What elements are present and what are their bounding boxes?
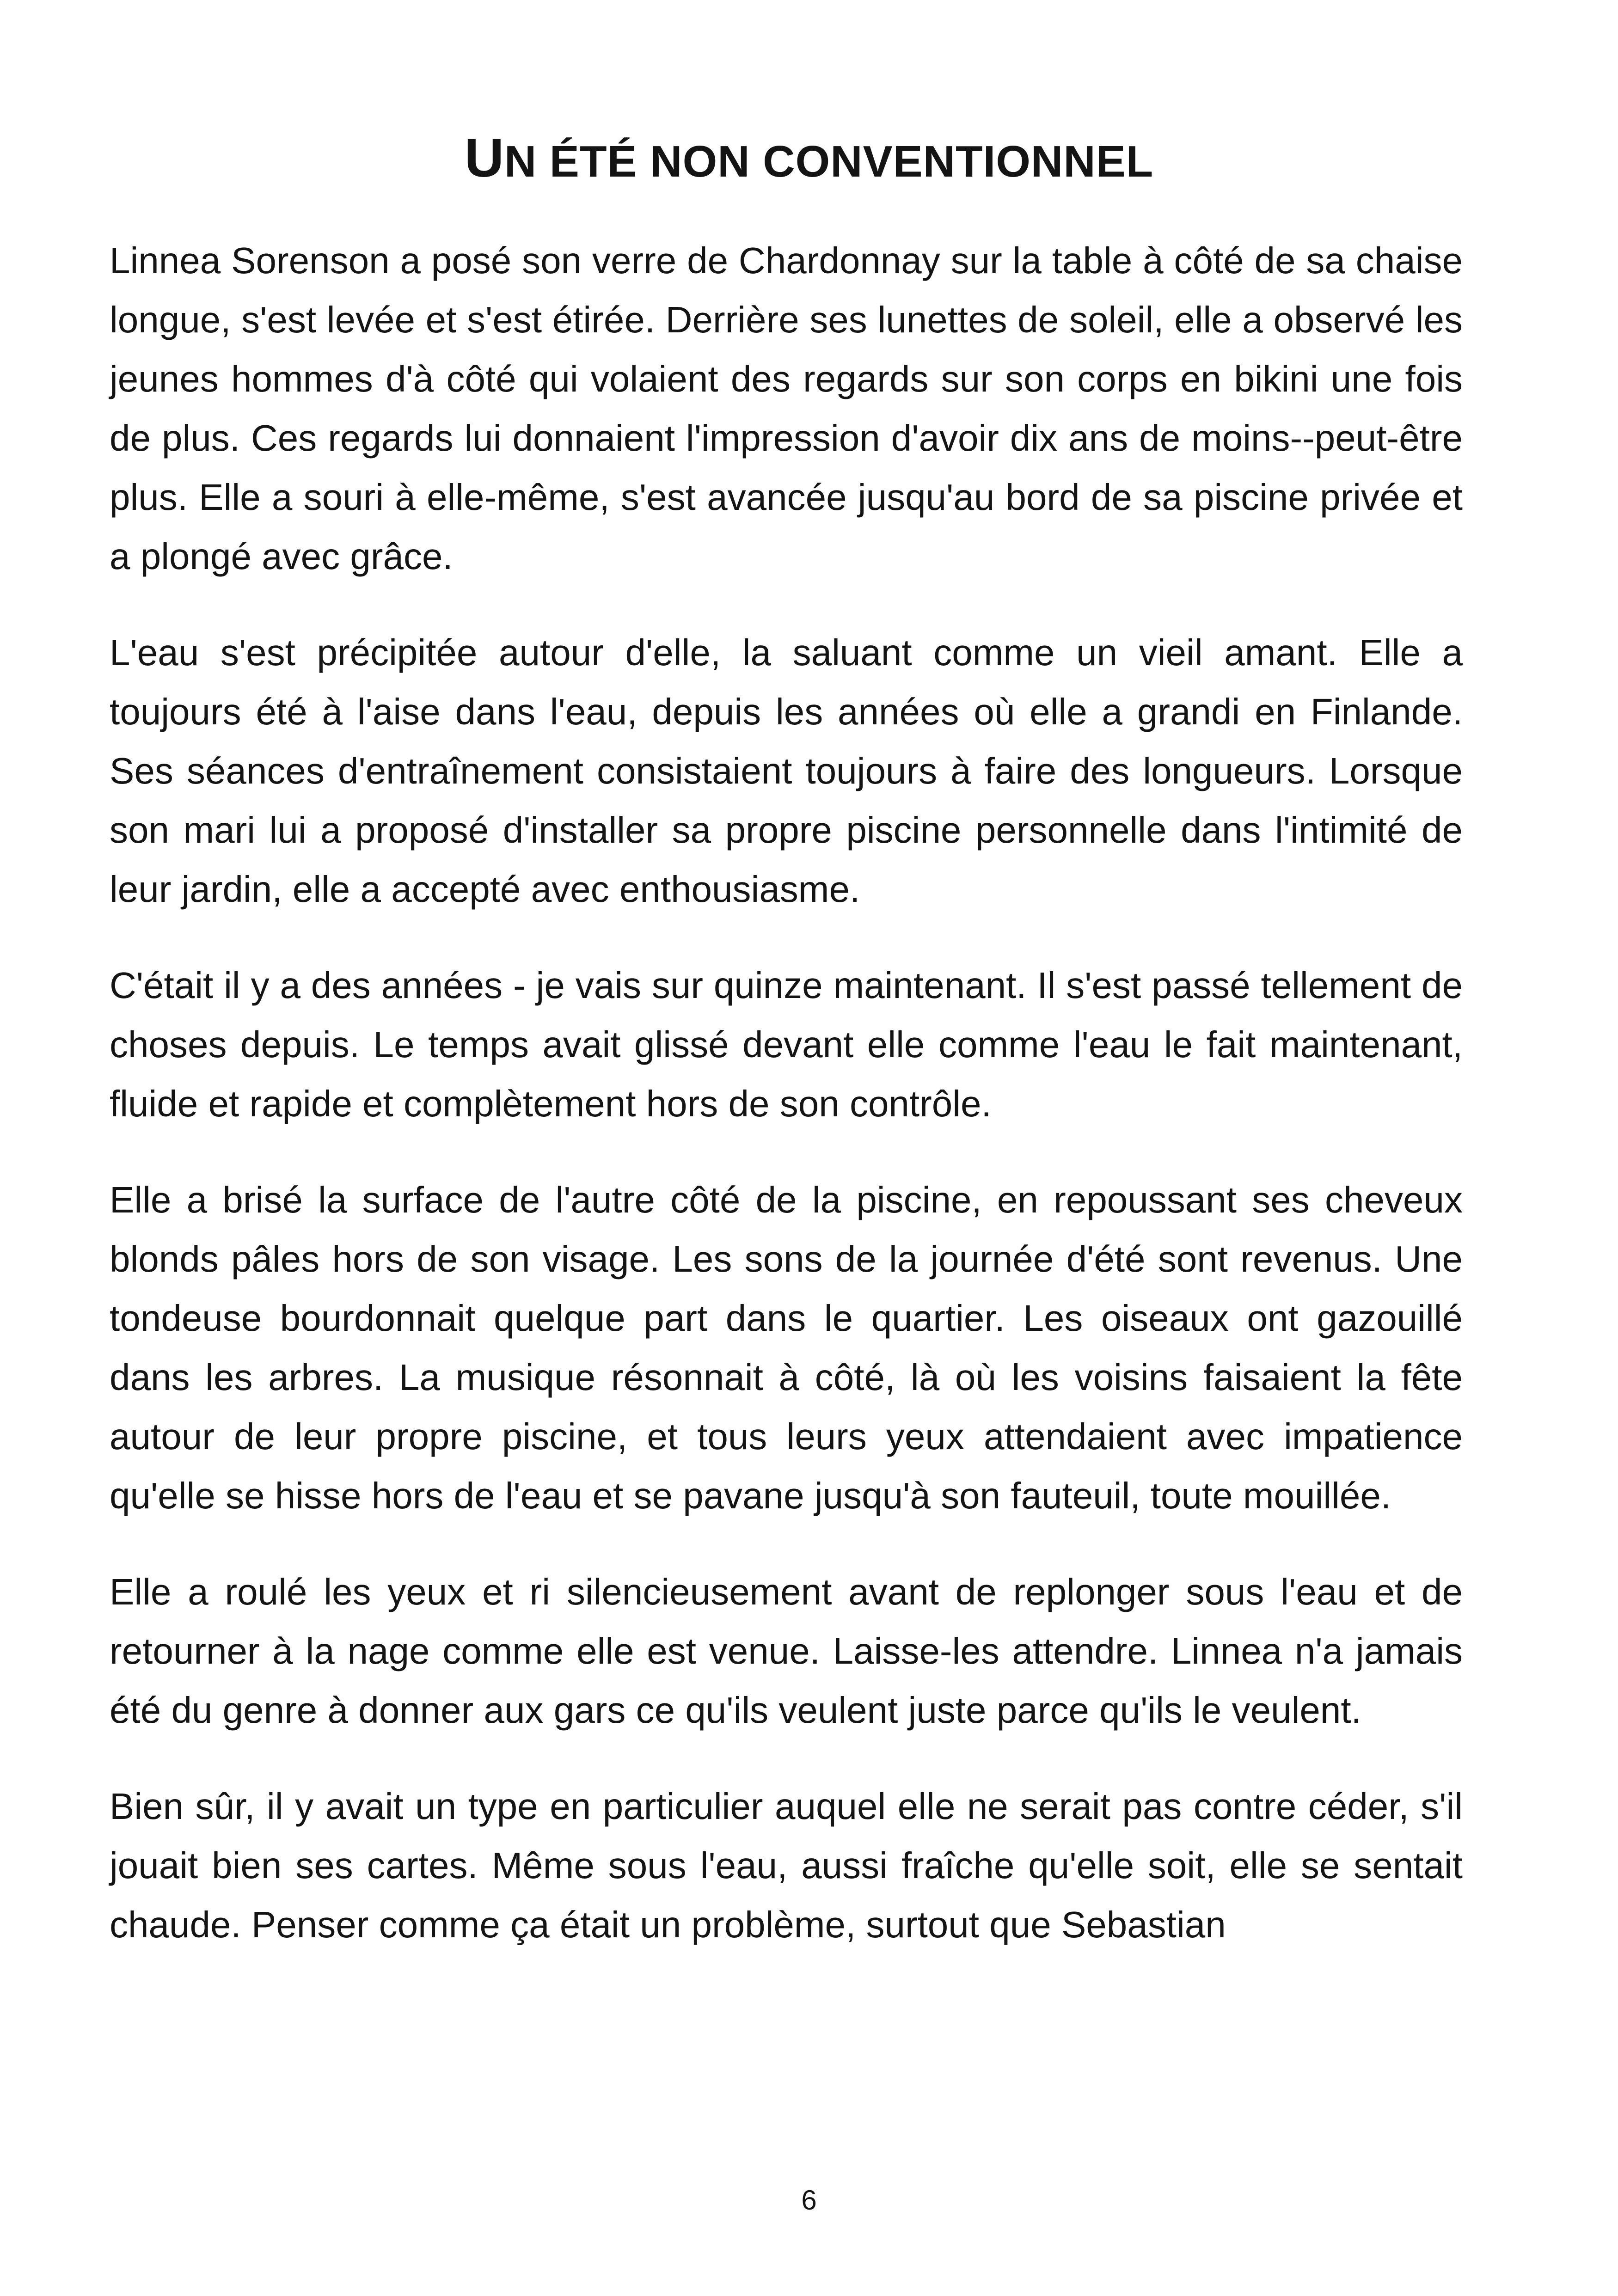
paragraph: Elle a roulé les yeux et ri silencieusement avant de replonger sous l'eau et de retourner à la nage comme elle est venue. Laisse-les attendre. Linnea n'a jamais été du genre à donner aux gars ce qu'ils veulent juste parce qu'ils le veulent. bbox=[110, 1571, 1463, 1731]
paragraph: Bien sûr, il y avait un type en particulier auquel elle ne serait pas contre céder, s'il jouait bien ses cartes. Même sous l'eau, aussi fraîche qu'elle soit, elle se sentait chaude. Penser comme ça était un problème, surtout que Sebastian bbox=[110, 1786, 1463, 1945]
chapter-title bbox=[0, 121, 1618, 199]
chapter-title-rest: N ÉTÉ NON CONVENTIONNEL bbox=[504, 137, 1154, 186]
paragraph: Linnea Sorenson a posé son verre de Chardonnay sur la table à côté de sa chaise longue, s'est levée et s'est étirée. Derrière ses lunettes de soleil, elle a observé les jeunes hommes d'à côté qui volaient des regards sur son corps en bikini une fois de plus. Ces regards lui donnaient l'impression d'avoir dix ans de moins--peut-être plus. Elle a souri à elle-même, s'est avancée jusqu'au bord de sa piscine privée et a plongé avec grâce. bbox=[110, 240, 1463, 577]
page-number: 6 bbox=[801, 2185, 817, 2216]
body-text bbox=[110, 231, 1463, 1991]
chapter-title-initial: U bbox=[464, 128, 504, 189]
paragraph: Elle a brisé la surface de l'autre côté de la piscine, en repoussant ses cheveux blonds pâles hors de son visage. Les sons de la journée d'été sont revenus. Une tondeuse bourdonnait quelque part dans le quartier. Les oiseaux ont gazouillé dans les arbres. La musique résonnait à côté, là où les voisins faisaient la fête autour de leur propre piscine, et tous leurs yeux attendaient avec impatience qu'elle se hisse hors de l'eau et se pavane jusqu'à son fauteuil, toute mouillée. bbox=[110, 1179, 1463, 1516]
paragraph: C'était il y a des années - je vais sur quinze maintenant. Il s'est passé tellement de choses depuis. Le temps avait glissé devant elle comme l'eau le fait maintenant, fluide et rapide et complètement hors de son contrôle. bbox=[110, 965, 1463, 1124]
paragraph: L'eau s'est précipitée autour d'elle, la saluant comme un vieil amant. Elle a toujours été à l'aise dans l'eau, depuis les années où elle a grandi en Finlande. Ses séances d'entraînement consistaient toujours à faire des longueurs. Lorsque son mari lui a proposé d'installer sa propre piscine personnelle dans l'intimité de leur jardin, elle a accepté avec enthousiasme. bbox=[110, 632, 1463, 910]
